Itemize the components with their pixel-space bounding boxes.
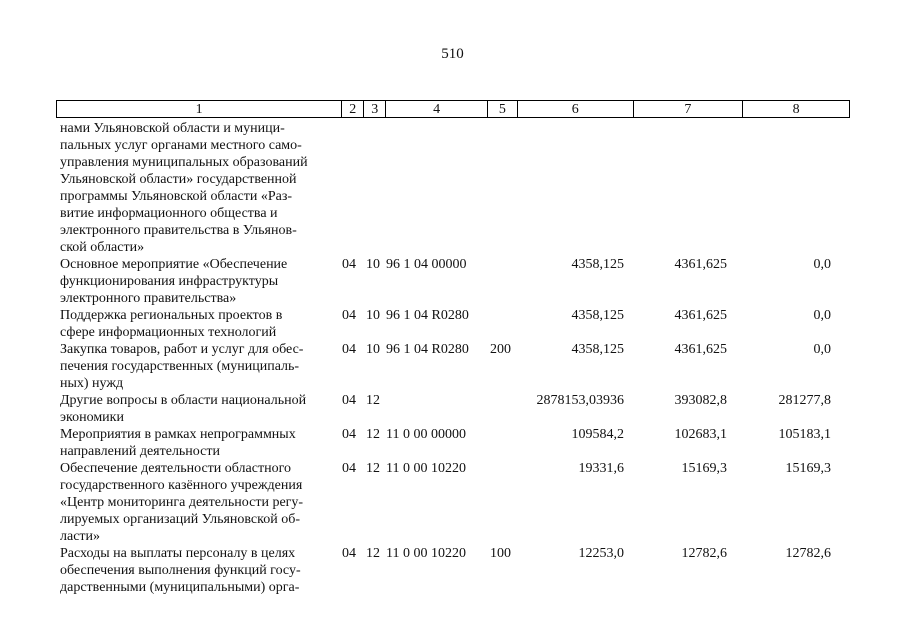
row-name-line: электронного правительства» [60,291,237,306]
row-name-line: пальных услуг органами местного само- [60,138,302,153]
row-name-line: ской области» [60,240,145,255]
row-name-line: управления муниципальных образований [60,155,308,170]
row-value-col6: 2878153,03936 [536,393,624,408]
row-expense-type [490,460,524,545]
table-row [60,307,850,341]
row-value-col7: 15169,3 [681,461,727,476]
row-value-col6: 4358,125 [571,257,624,272]
row-name-line: «Центр мониторинга деятельности регу- [60,495,304,510]
row-section: 04 [342,342,356,357]
table-row [60,460,850,545]
table-row [60,426,850,460]
row-target-code: 96 1 04 00000 [386,257,467,272]
row-name-line: лируемых организаций Ульяновской об- [60,512,300,527]
header-col-4: 4 [386,101,488,117]
row-name-line: Обеспечение деятельности областного [60,461,291,476]
table-row [60,120,850,256]
row-value-col8: 105183,1 [778,427,831,442]
row-section: 04 [342,461,356,476]
row-name-line: ласти» [60,529,101,544]
row-section: 04 [342,393,356,408]
row-subsection [366,120,386,256]
table-row [60,392,850,426]
row-name-line: функционирования инфраструктуры [60,274,279,289]
page-number: 510 [441,46,464,62]
header-col-6: 6 [518,101,634,117]
header-col-5: 5 [488,101,518,117]
row-value-col8: 15169,3 [785,461,831,476]
row-name-line: сфере информационных технологий [60,325,277,340]
row-subsection: 12 [366,461,380,476]
header-col-1: 1 [57,101,342,117]
row-subsection: 10 [366,342,380,357]
row-name-line: витие информационного общества и [60,206,278,221]
row-name-line: государственного казённого учреждения [60,478,303,493]
row-value-col7: 4361,625 [674,308,727,323]
row-value-col8: 12782,6 [785,546,831,561]
row-name-line: направлений деятельности [60,444,220,459]
header-col-8: 8 [792,102,800,117]
table-row [60,545,850,596]
row-value-col8: 0,0 [813,257,831,272]
row-name-line: обеспечения выполнения функций госу- [60,563,301,578]
row-name-line: нами Ульяновской области и муници- [60,121,285,136]
row-target-code: 11 0 00 10220 [386,546,466,561]
row-expense-type: 100 [490,546,511,561]
row-target-code [386,120,490,256]
row-target-code: 96 1 04 R0280 [386,342,469,357]
row-value-col7: 4361,625 [674,257,727,272]
row-value-col8: 0,0 [813,308,831,323]
row-name [60,120,332,256]
row-name-line: Основное мероприятие «Обеспечение [60,257,288,272]
row-section: 04 [342,308,356,323]
table-row [60,256,850,307]
row-value-col7: 393082,8 [674,393,727,408]
row-expense-type [490,426,524,460]
row-section [342,120,366,256]
row-name-line: Мероприятия в рамках непрограммных [60,427,296,442]
row-value-col6: 12253,0 [578,546,624,561]
row-value-col6: 4358,125 [571,342,624,357]
row-name [60,341,332,392]
row-value-col8: 281277,8 [778,393,831,408]
row-value-col7: 12782,6 [681,546,727,561]
row-name-line: ных) нужд [60,376,124,391]
row-target-code: 96 1 04 R0280 [386,308,469,323]
row-value-col7: 102683,1 [674,427,727,442]
row-value-col6: 19331,6 [578,461,624,476]
row-name [60,392,332,426]
row-subsection: 10 [366,308,380,323]
row-name-line: экономики [60,410,124,425]
row-subsection: 12 [366,427,380,442]
row-target-code: 11 0 00 00000 [386,427,466,442]
row-section: 04 [342,427,356,442]
row-expense-type [490,256,524,307]
row-value-col6: 109584,2 [571,427,624,442]
row-name-line: Расходы на выплаты персоналу в целях [60,546,296,561]
row-name-line: Закупка товаров, работ и услуг для обес- [60,342,304,357]
row-name-line: печения государственных (муниципаль- [60,359,300,374]
row-expense-type: 200 [490,342,511,357]
row-value-col7: 4361,625 [674,342,727,357]
row-subsection: 12 [366,546,380,561]
row-name-line: Поддержка региональных проектов в [60,308,283,323]
row-section: 04 [342,257,356,272]
row-value-col6: 4358,125 [571,308,624,323]
header-col-3: 3 [364,101,386,117]
row-name [60,545,332,596]
table-header [56,100,850,118]
row-expense-type [490,120,524,256]
row-name [60,460,332,545]
table-row [60,341,850,392]
row-value-col8: 0,0 [813,342,831,357]
row-subsection: 12 [366,393,380,408]
header-col-2: 2 [342,101,364,117]
row-target-code [386,392,490,426]
row-expense-type [490,307,524,341]
row-expense-type [490,392,524,426]
row-name [60,256,332,307]
row-section: 04 [342,546,356,561]
row-name-line: Ульяновской области» государственной [60,172,297,187]
row-name-line: дарственными (муниципальными) орга- [60,580,300,595]
header-col-7: 7 [634,101,744,117]
row-name-line: электронного правительства в Ульянов- [60,223,297,238]
row-value-col7 [624,120,727,256]
row-name-line: программы Ульяновской области «Раз- [60,189,293,204]
row-name [60,307,332,341]
row-target-code: 11 0 00 10220 [386,461,466,476]
table-body [60,120,850,596]
row-value-col8 [727,120,831,256]
row-value-col6 [524,120,624,256]
row-subsection: 10 [366,257,380,272]
row-name [60,426,332,460]
row-name-line: Другие вопросы в области национальной [60,393,307,408]
